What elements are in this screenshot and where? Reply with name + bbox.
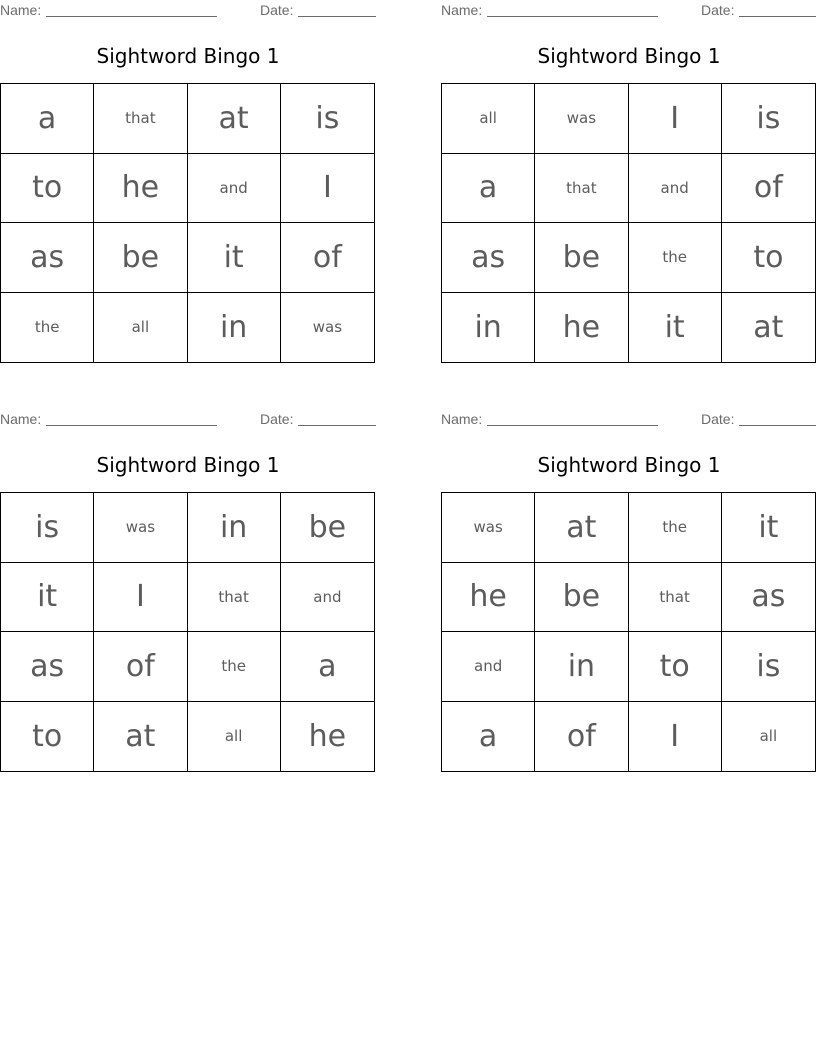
bingo-cell: a (442, 154, 535, 224)
bingo-cell: in (188, 293, 281, 363)
bingo-cell: be (94, 223, 187, 293)
card-title: Sightword Bingo 1 (96, 44, 280, 68)
bingo-cell: it (188, 223, 281, 293)
date-label: Date: (260, 411, 294, 427)
bingo-cell: the (629, 493, 722, 563)
bingo-cell: it (1, 563, 94, 633)
bingo-cell: a (281, 632, 374, 702)
bingo-cell: was (442, 493, 535, 563)
bingo-cell: as (722, 563, 815, 633)
bingo-cell: it (722, 493, 815, 563)
name-date-line (441, 2, 816, 20)
bingo-cell: of (722, 154, 815, 224)
bingo-cell: at (188, 84, 281, 154)
bingo-cell: was (312, 318, 343, 337)
bingo-cell: that (535, 154, 628, 224)
name-blank (487, 16, 658, 17)
card-title: Sightword Bingo 1 (96, 453, 280, 477)
bingo-cell: that (629, 563, 722, 633)
bingo-cell: in (535, 632, 628, 702)
bingo-cell: he (308, 718, 347, 754)
bingo-cell: I (629, 84, 722, 154)
bingo-cell: be (281, 493, 374, 563)
bingo-card-4 (441, 409, 816, 789)
name-date-line (441, 411, 816, 429)
name-label: Name: (0, 411, 42, 427)
bingo-cell: all (759, 727, 778, 746)
bingo-cell: as (442, 223, 535, 293)
bingo-cell: that (188, 563, 281, 633)
name-date-line (0, 2, 376, 20)
bingo-cell: is (722, 632, 815, 702)
bingo-cell: and (629, 154, 722, 224)
bingo-cell: he (442, 563, 535, 633)
date-blank (739, 16, 816, 17)
bingo-grid (0, 492, 375, 772)
bingo-cell: was (535, 84, 628, 154)
bingo-cell: it (629, 293, 722, 363)
name-label: Name: (441, 2, 483, 18)
bingo-cell: at (535, 493, 628, 563)
name-blank (487, 425, 658, 426)
bingo-cell: is (722, 84, 815, 154)
bingo-cell: was (94, 493, 187, 563)
bingo-cell: be (535, 563, 628, 633)
bingo-cell: in (442, 293, 535, 363)
bingo-cell: the (188, 632, 281, 702)
bingo-cell: of (94, 632, 187, 702)
card-title: Sightword Bingo 1 (537, 453, 721, 477)
bingo-cell: a (442, 702, 535, 772)
bingo-cell: I (281, 154, 374, 224)
date-label: Date: (701, 2, 735, 18)
bingo-cell: of (535, 702, 628, 772)
name-date-line (0, 411, 376, 429)
bingo-card-3 (0, 409, 376, 789)
bingo-cell: and (281, 563, 374, 633)
date-blank (298, 16, 376, 17)
bingo-cell: to (722, 223, 815, 293)
bingo-cell: to (629, 632, 722, 702)
bingo-card-2 (441, 0, 816, 380)
bingo-cell: at (753, 309, 784, 345)
bingo-cell: all (94, 293, 187, 363)
name-label: Name: (441, 411, 483, 427)
bingo-cell: is (281, 84, 374, 154)
bingo-cell: of (281, 223, 374, 293)
date-label: Date: (260, 2, 294, 18)
bingo-cell: at (94, 702, 187, 772)
bingo-cell: and (188, 154, 281, 224)
bingo-cell: I (629, 702, 722, 772)
date-blank (739, 425, 816, 426)
bingo-cell: he (94, 154, 187, 224)
card-title: Sightword Bingo 1 (537, 44, 721, 68)
bingo-cell: he (535, 293, 628, 363)
bingo-cell: all (442, 84, 535, 154)
bingo-cell: a (1, 84, 94, 154)
bingo-cell: the (629, 223, 722, 293)
bingo-cell: to (1, 702, 94, 772)
name-blank (46, 425, 217, 426)
bingo-cell: to (1, 154, 94, 224)
bingo-cell: in (188, 493, 281, 563)
name-label: Name: (0, 2, 42, 18)
bingo-grid (0, 83, 375, 363)
bingo-grid (441, 492, 816, 772)
bingo-cell: as (1, 223, 94, 293)
bingo-grid (441, 83, 816, 363)
bingo-cell: as (1, 632, 94, 702)
name-blank (46, 16, 217, 17)
bingo-cell: I (94, 563, 187, 633)
bingo-cell: all (188, 702, 281, 772)
date-label: Date: (701, 411, 735, 427)
bingo-cell: the (1, 293, 94, 363)
bingo-cell: that (94, 84, 187, 154)
bingo-card-1 (0, 0, 376, 380)
date-blank (298, 425, 376, 426)
bingo-cell: be (535, 223, 628, 293)
bingo-cell: and (442, 632, 535, 702)
bingo-cell: is (1, 493, 94, 563)
